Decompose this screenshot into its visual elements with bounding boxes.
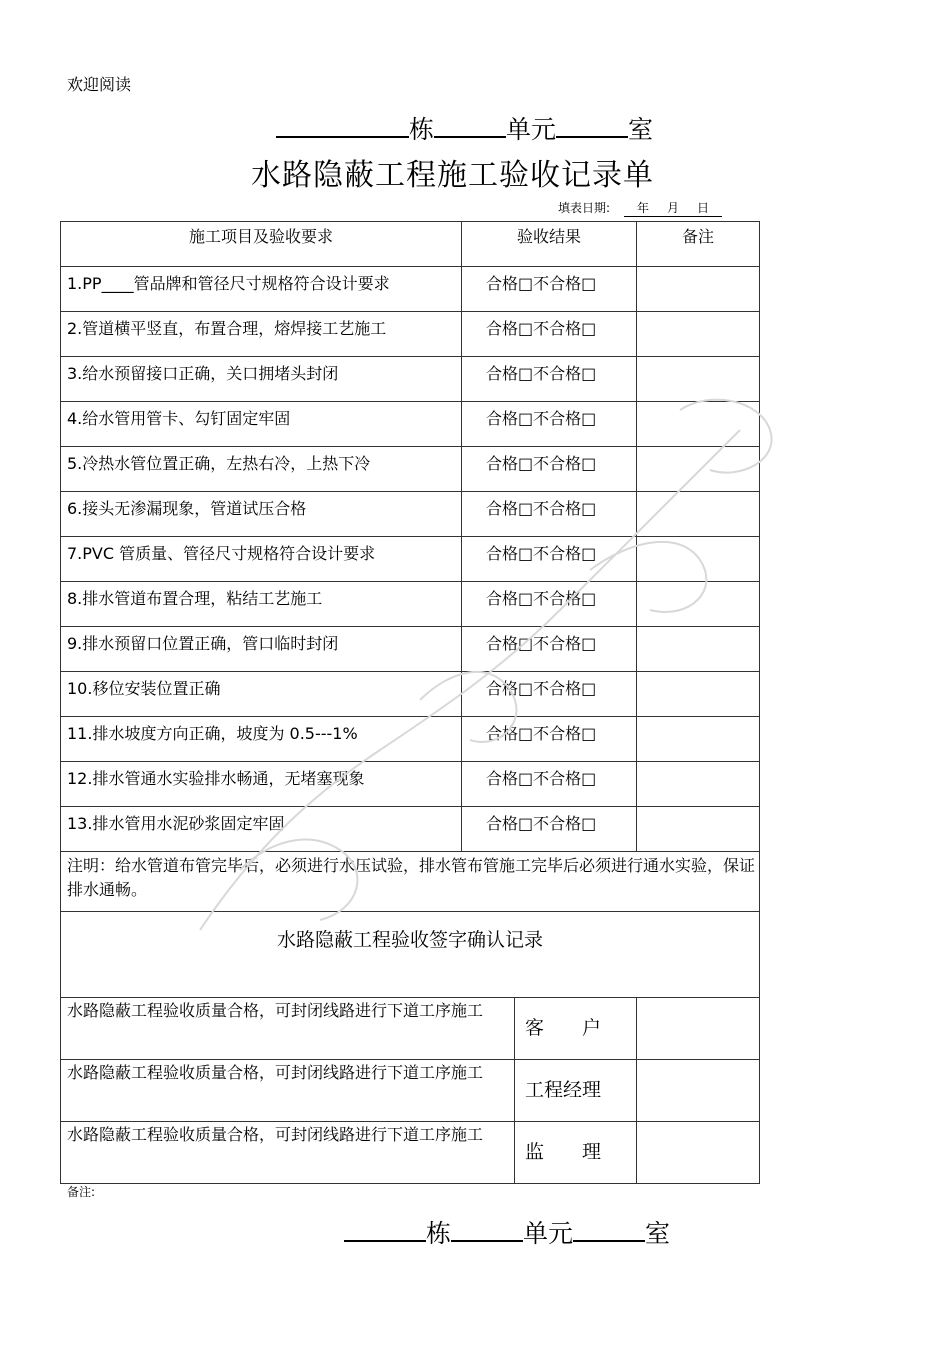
signature-text: 水路隐蔽工程验收质量合格，可封闭线路进行下道工序施工 [61, 1122, 515, 1184]
table-row [61, 267, 760, 312]
table-row [61, 312, 760, 357]
signature-row [61, 998, 760, 1060]
result-checkbox[interactable]: 合格□不合格□ [462, 447, 637, 492]
result-checkbox[interactable]: 合格□不合格□ [462, 807, 637, 852]
unit-label: 单元 [506, 115, 557, 144]
item-remark-field[interactable] [637, 447, 760, 492]
result-checkbox[interactable]: 合格□不合格□ [462, 717, 637, 762]
fill-date-label: 填表日期: [558, 201, 611, 215]
table-row [61, 627, 760, 672]
fill-date [558, 199, 722, 217]
header-note: 欢迎阅读 [67, 75, 132, 94]
item-remark-field[interactable] [637, 312, 760, 357]
header-remark: 备注 [637, 222, 760, 267]
item-requirement: 12.排水管通水实验排水畅通，无堵塞现象 [61, 762, 462, 807]
item-requirement: 9.排水预留口位置正确，管口临时封闭 [61, 627, 462, 672]
item-requirement: 13.排水管用水泥砂浆固定牢固 [61, 807, 462, 852]
table-row [61, 447, 760, 492]
room-blank[interactable] [556, 135, 628, 138]
item-remark-field[interactable] [637, 492, 760, 537]
table-header-row [61, 222, 760, 267]
item-requirement: 5.冷热水管位置正确，左热右冷，上热下冷 [61, 447, 462, 492]
item-remark-field[interactable] [637, 672, 760, 717]
unit-blank[interactable] [451, 1239, 523, 1242]
result-checkbox[interactable]: 合格□不合格□ [462, 357, 637, 402]
role-supervisor: 监 理 [515, 1122, 637, 1184]
item-remark-field[interactable] [637, 717, 760, 762]
result-checkbox[interactable]: 合格□不合格□ [462, 672, 637, 717]
item-requirement: 11.排水坡度方向正确，坡度为 0.5---1% [61, 717, 462, 762]
item-requirement: 2.管道横平竖直，布置合理，熔焊接工艺施工 [61, 312, 462, 357]
signature-field-supervisor[interactable] [637, 1122, 760, 1184]
table-row [61, 357, 760, 402]
role-manager: 工程经理 [515, 1060, 637, 1122]
item-requirement: 7.PVC 管质量、管径尺寸规格符合设计要求 [61, 537, 462, 582]
unit-blank[interactable] [434, 135, 506, 138]
role-customer: 客 户 [515, 998, 637, 1060]
address-line-top [276, 110, 653, 146]
item-remark-field[interactable] [637, 537, 760, 582]
item-requirement: 3.给水预留接口正确，关口拥堵头封闭 [61, 357, 462, 402]
building-label: 栋 [409, 115, 435, 144]
signature-row [61, 1060, 760, 1122]
header-result: 验收结果 [462, 222, 637, 267]
acceptance-table [60, 221, 760, 1184]
unit-label: 单元 [523, 1219, 574, 1248]
table-row [61, 582, 760, 627]
room-label: 室 [645, 1219, 671, 1248]
item-remark-field[interactable] [637, 807, 760, 852]
building-blank[interactable] [276, 135, 409, 138]
result-checkbox[interactable]: 合格□不合格□ [462, 267, 637, 312]
signature-title-row [61, 912, 760, 998]
year-label: 年 [637, 201, 650, 215]
signature-text: 水路隐蔽工程验收质量合格，可封闭线路进行下道工序施工 [61, 1060, 515, 1122]
item-remark-field[interactable] [637, 627, 760, 672]
item-requirement: 6.接头无渗漏现象，管道试压合格 [61, 492, 462, 537]
table-row [61, 717, 760, 762]
result-checkbox[interactable]: 合格□不合格□ [462, 402, 637, 447]
header-item: 施工项目及验收要求 [61, 222, 462, 267]
note-row [61, 852, 760, 912]
building-label: 栋 [426, 1219, 452, 1248]
item-requirement: 1.PP____管品牌和管径尺寸规格符合设计要求 [61, 267, 462, 312]
item-remark-field[interactable] [637, 267, 760, 312]
table-row [61, 762, 760, 807]
remark-label: 备注: [67, 1185, 96, 1199]
form-title: 水路隐蔽工程施工验收记录单 [251, 158, 654, 193]
room-blank[interactable] [573, 1239, 645, 1242]
item-requirement: 8.排水管道布置合理，粘结工艺施工 [61, 582, 462, 627]
table-row [61, 537, 760, 582]
table-row [61, 492, 760, 537]
item-remark-field[interactable] [637, 357, 760, 402]
table-row [61, 807, 760, 852]
signature-field-customer[interactable] [637, 998, 760, 1060]
item-requirement: 4.给水管用管卡、勾钉固定牢固 [61, 402, 462, 447]
item-remark-field[interactable] [637, 762, 760, 807]
building-blank[interactable] [344, 1239, 426, 1242]
result-checkbox[interactable]: 合格□不合格□ [462, 492, 637, 537]
month-label: 月 [667, 201, 680, 215]
signature-text: 水路隐蔽工程验收质量合格，可封闭线路进行下道工序施工 [61, 998, 515, 1060]
result-checkbox[interactable]: 合格□不合格□ [462, 537, 637, 582]
result-checkbox[interactable]: 合格□不合格□ [462, 762, 637, 807]
result-checkbox[interactable]: 合格□不合格□ [462, 582, 637, 627]
result-checkbox[interactable]: 合格□不合格□ [462, 627, 637, 672]
signature-row [61, 1122, 760, 1184]
room-label: 室 [628, 115, 654, 144]
table-row [61, 402, 760, 447]
table-row [61, 672, 760, 717]
address-line-bottom [344, 1214, 670, 1250]
item-remark-field[interactable] [637, 582, 760, 627]
result-checkbox[interactable]: 合格□不合格□ [462, 312, 637, 357]
signature-field-manager[interactable] [637, 1060, 760, 1122]
item-requirement: 10.移位安装位置正确 [61, 672, 462, 717]
note-text: 注明：给水管道布管完毕后，必须进行水压试验，排水管布管施工完毕后必须进行通水实验，保证排水通畅。 [61, 852, 760, 912]
fill-date-field[interactable] [624, 199, 722, 217]
signature-title: 水路隐蔽工程验收签字确认记录 [61, 912, 760, 998]
item-remark-field[interactable] [637, 402, 760, 447]
day-label: 日 [697, 201, 710, 215]
